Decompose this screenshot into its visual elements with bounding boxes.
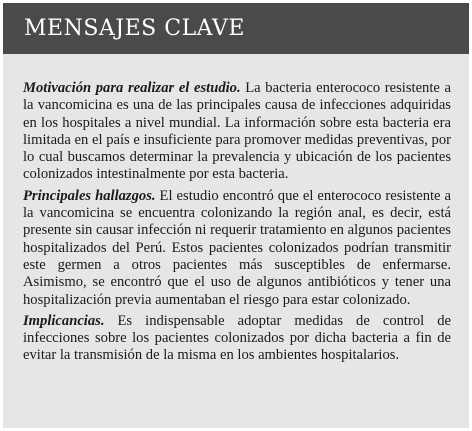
key-messages-box bbox=[3, 3, 469, 428]
paragraph-findings bbox=[23, 188, 451, 309]
paragraph-implications-lead: Implicancias. bbox=[23, 312, 105, 329]
key-messages-title: MENSAJES CLAVE bbox=[24, 16, 245, 41]
paragraph-motivation-lead: Motivación para realizar el estudio. bbox=[23, 80, 241, 96]
paragraph-findings-lead: Principales hallazgos. bbox=[23, 187, 156, 204]
paragraph-implications-text: Es indispensable adoptar medidas de control de infecciones sobre los pacientes colonizados por dicha bacteria a fin de evitar la transmisión de la misma en los ambientes hospitalarios. bbox=[23, 312, 451, 364]
key-messages-content bbox=[23, 80, 451, 369]
key-messages-header bbox=[3, 3, 469, 54]
paragraph-findings-text: El estudio encontró que el enterococo resistente a la vancomicina se encuentra colonizando la región anal, es decir, está presente sin causar infección ni requerir tratamiento en algunos pacientes hospitalizados del Perú. Estos pacientes colonizados podrían transmitir este germen a otros pacientes más susceptibles de enfermarse. Asimismo, se encontró que el uso de algunos antibióticos y tener una hospitalización previa aumentaban el riesgo para estar colonizado. bbox=[23, 187, 452, 308]
paragraph-motivation-text: La bacteria enterococo resistente a la vancomicina es una de las principales causa de infecciones adquiridas en los hospitales a nivel mundial. La información sobre esta bacteria era limitada en el país e insuficiente para promover medidas preventivas, por lo cual buscamos determinar la prevalencia y ubicación de los pacientes colonizados intestinalmente por esta bacteria. bbox=[23, 80, 452, 183]
paragraph-implications bbox=[23, 313, 451, 365]
paragraph-motivation bbox=[23, 80, 451, 184]
